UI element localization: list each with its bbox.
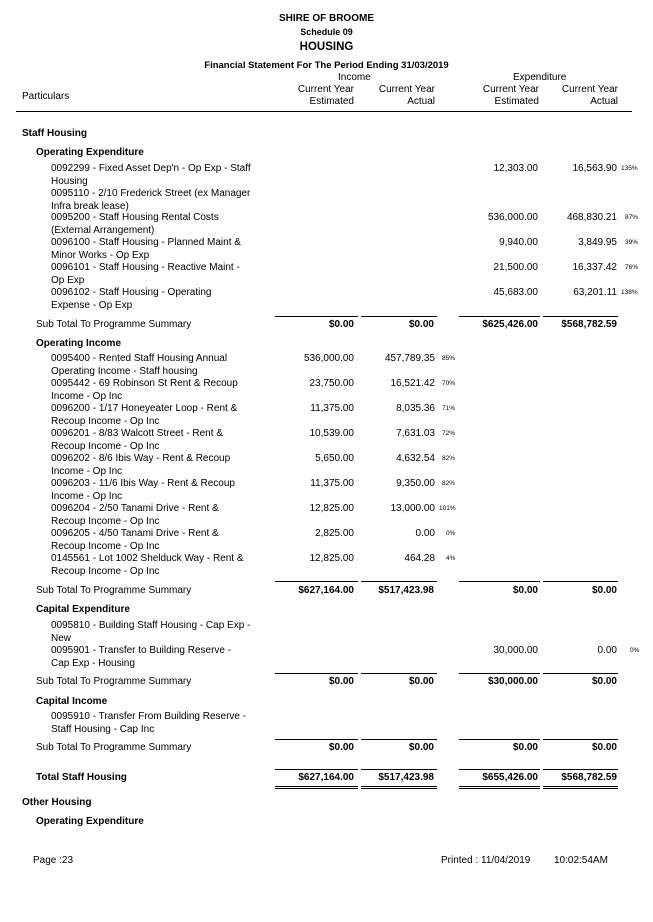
group-operating-income: Operating Income bbox=[36, 338, 122, 349]
capex-subtotal-exp-act: $0.00 bbox=[591, 676, 617, 687]
opinc-row-0096201-inc-act: 7,631.03 bbox=[396, 428, 435, 439]
opex-row-0092299: 0092299 - Fixed Asset Dep'n - Op Exp - Staff Housing bbox=[51, 163, 251, 187]
capinc-row-0095910: 0095910 - Transfer From Building Reserve - Staff Housing - Cap Inc bbox=[51, 711, 247, 735]
total-inc-est: $627,164.00 bbox=[298, 772, 354, 783]
capex-row-0095810: 0095810 - Building Staff Housing - Cap Exp - New bbox=[51, 620, 251, 644]
opex-row-0096101-exp-pct: 76% bbox=[625, 264, 639, 271]
total-rule bbox=[459, 769, 540, 770]
subtotal-rule bbox=[543, 739, 618, 740]
income-actual-header: Current Year Actual bbox=[378, 84, 435, 107]
opinc-row-0095400-inc-est: 536,000.00 bbox=[303, 353, 354, 364]
capinc-subtotal-exp-est: $0.00 bbox=[512, 742, 538, 753]
opinc-row-0095400: 0095400 - Rented Staff Housing Annual Operating Income - Staff housing bbox=[51, 353, 228, 377]
opex-subtotal-inc-est: $0.00 bbox=[328, 319, 354, 330]
subtotal-rule bbox=[543, 581, 618, 582]
income-header: Income bbox=[338, 72, 371, 83]
opex-row-0095200-exp-act: 468,830.21 bbox=[566, 212, 617, 223]
group-capital-expenditure: Capital Expenditure bbox=[36, 604, 130, 615]
total-staff-housing-label: Total Staff Housing bbox=[36, 772, 127, 783]
opinc-row-0145561-inc-act: 464.28 bbox=[404, 553, 435, 564]
opinc-row-0096201-inc-est: 10,539.00 bbox=[309, 428, 354, 439]
opex-subtotal-exp-act: $568,782.59 bbox=[561, 319, 617, 330]
subtotal-rule bbox=[543, 316, 618, 317]
expenditure-header: Expenditure bbox=[513, 72, 567, 83]
opex-row-0095110: 0095110 - 2/10 Frederick Street (ex Manager Infra break lease) bbox=[51, 188, 251, 212]
opinc-subtotal-exp-est: $0.00 bbox=[512, 585, 538, 596]
subtotal-rule bbox=[543, 673, 618, 674]
opex-subtotal-inc-act: $0.00 bbox=[408, 319, 434, 330]
subtotal-rule bbox=[459, 581, 540, 582]
opinc-row-0145561: 0145561 - Lot 1002 Shelduck Way - Rent & Recoup Income - Op Inc bbox=[51, 553, 244, 577]
opex-row-0096101-exp-est: 21,500.00 bbox=[493, 262, 538, 273]
opinc-row-0096203: 0096203 - 11/6 Ibis Way - Rent & Recoup Income - Op Inc bbox=[51, 478, 235, 502]
opex-row-0096100-exp-act: 3,849.95 bbox=[578, 237, 617, 248]
capex-row-0095901-exp-pct: 0% bbox=[630, 647, 640, 654]
opinc-row-0096202: 0096202 - 8/6 Ibis Way - Rent & Recoup Income - Op Inc bbox=[51, 453, 231, 477]
section-other-housing: Other Housing bbox=[22, 797, 92, 808]
capex-subtotal-inc-act: $0.00 bbox=[408, 676, 434, 687]
total-double-rule bbox=[361, 788, 437, 789]
subtotal-rule bbox=[459, 673, 540, 674]
opinc-row-0096203-inc-act: 9,350.00 bbox=[396, 478, 435, 489]
opinc-row-0096200-inc-est: 11,375.00 bbox=[310, 403, 354, 414]
opinc-row-0096200: 0096200 - 1/17 Honeyeater Loop - Rent & Recoup Income - Op Inc bbox=[51, 403, 238, 427]
opinc-row-0095442: 0095442 - 69 Robinson St Rent & Recoup Income - Op Inc bbox=[51, 378, 238, 402]
capex-subtotal-exp-est: $30,000.00 bbox=[487, 676, 538, 687]
capex-row-0095901-exp-act: 0.00 bbox=[597, 645, 617, 656]
expenditure-actual-header: Current Year Actual bbox=[561, 84, 618, 107]
subtotal-rule bbox=[361, 581, 437, 582]
opex-row-0096101: 0096101 - Staff Housing - Reactive Maint - Op Exp bbox=[51, 262, 240, 286]
total-rule bbox=[275, 769, 358, 770]
subtotal-rule bbox=[275, 316, 358, 317]
opinc-row-0096202-inc-pct: 82% bbox=[442, 455, 456, 462]
opinc-subtotal-label: Sub Total To Programme Summary bbox=[36, 585, 192, 596]
total-exp-act: $568,782.59 bbox=[561, 772, 617, 783]
opinc-row-0096200-inc-pct: 71% bbox=[442, 405, 456, 412]
total-double-rule bbox=[459, 786, 540, 787]
subtotal-rule bbox=[459, 316, 540, 317]
capex-row-0095901-exp-est: 30,000.00 bbox=[493, 645, 538, 656]
total-double-rule bbox=[361, 786, 437, 787]
opinc-row-0096202-inc-est: 5,650.00 bbox=[315, 453, 354, 464]
opex-row-0096102-exp-est: 45,683.00 bbox=[493, 287, 538, 298]
opinc-row-0145561-inc-est: 12,825.00 bbox=[309, 553, 354, 564]
opex-row-0096100-exp-est: 9,940.00 bbox=[499, 237, 538, 248]
opinc-row-0095442-inc-act: 16,521.42 bbox=[390, 378, 435, 389]
statement-period: Financial Statement For The Period Ending 31/03/2019 bbox=[204, 60, 449, 71]
subtotal-rule bbox=[275, 581, 358, 582]
total-rule bbox=[361, 769, 437, 770]
opex-row-0095200: 0095200 - Staff Housing Rental Costs (External Arrangement) bbox=[51, 212, 219, 236]
opex-row-0092299-exp-est: 12,303.00 bbox=[493, 163, 538, 174]
opinc-row-0096204-inc-est: 12,825.00 bbox=[309, 503, 354, 514]
schedule-number: Schedule 09 bbox=[300, 27, 353, 37]
expenditure-estimated-header: Current Year Estimated bbox=[482, 84, 539, 107]
total-double-rule bbox=[543, 788, 618, 789]
subtotal-rule bbox=[275, 673, 358, 674]
capinc-subtotal-inc-act: $0.00 bbox=[408, 742, 434, 753]
subtotal-rule bbox=[459, 739, 540, 740]
printed-time: 10:02:54AM bbox=[554, 855, 608, 866]
total-double-rule bbox=[275, 786, 358, 787]
opinc-row-0095400-inc-pct: 85% bbox=[442, 355, 456, 362]
opex-row-0096102-exp-act: 63,201.11 bbox=[573, 287, 617, 298]
opex-row-0095200-exp-pct: 87% bbox=[625, 214, 639, 221]
opinc-row-0096202-inc-act: 4,632.54 bbox=[396, 453, 435, 464]
capex-subtotal-label: Sub Total To Programme Summary bbox=[36, 676, 192, 687]
opex-row-0096100-exp-pct: 39% bbox=[625, 239, 639, 246]
opex-row-0096102: 0096102 - Staff Housing - Operating Expense - Op Exp bbox=[51, 287, 212, 311]
opinc-row-0096205-inc-act: 0.00 bbox=[415, 528, 435, 539]
total-exp-est: $655,426.00 bbox=[482, 772, 538, 783]
total-double-rule bbox=[459, 788, 540, 789]
subtotal-rule bbox=[361, 739, 437, 740]
subtotal-rule bbox=[361, 316, 437, 317]
opinc-subtotal-inc-est: $627,164.00 bbox=[298, 585, 354, 596]
opinc-row-0096203-inc-pct: 82% bbox=[442, 480, 456, 487]
group-capital-income: Capital Income bbox=[36, 696, 108, 707]
capex-row-0095901: 0095901 - Transfer to Building Reserve - Cap Exp - Housing bbox=[51, 645, 232, 669]
total-inc-act: $517,423.98 bbox=[378, 772, 434, 783]
opinc-row-0096204-inc-act: 13,000.00 bbox=[390, 503, 435, 514]
opinc-row-0096205-inc-pct: 0% bbox=[446, 530, 456, 537]
page-number: Page :23 bbox=[33, 855, 74, 866]
capinc-subtotal-label: Sub Total To Programme Summary bbox=[36, 742, 192, 753]
header-divider bbox=[16, 111, 632, 112]
income-estimated-header: Current Year Estimated bbox=[297, 84, 354, 107]
total-double-rule bbox=[543, 786, 618, 787]
opinc-row-0096205: 0096205 - 4/50 Tanami Drive - Rent & Recoup Income - Op Inc bbox=[51, 528, 219, 552]
opex-subtotal-label: Sub Total To Programme Summary bbox=[36, 319, 192, 330]
group-operating-expenditure: Operating Expenditure bbox=[36, 147, 144, 158]
opinc-row-0096204-inc-pct: 101% bbox=[439, 505, 456, 512]
subtotal-rule bbox=[275, 739, 358, 740]
opinc-row-0096204: 0096204 - 2/50 Tanami Drive - Rent & Recoup Income - Op Inc bbox=[51, 503, 219, 527]
group-other-operating-expenditure: Operating Expenditure bbox=[36, 816, 144, 827]
opinc-row-0096203-inc-est: 11,375.00 bbox=[310, 478, 354, 489]
total-rule bbox=[543, 769, 618, 770]
particulars-header: Particulars bbox=[22, 91, 70, 102]
opex-row-0092299-exp-act: 16,563.90 bbox=[572, 163, 617, 174]
capex-subtotal-inc-est: $0.00 bbox=[328, 676, 354, 687]
page-title: HOUSING bbox=[299, 41, 354, 53]
org-name: SHIRE OF BROOME bbox=[278, 13, 374, 24]
opinc-subtotal-inc-act: $517,423.98 bbox=[378, 585, 434, 596]
opinc-row-0145561-inc-pct: 4% bbox=[446, 555, 456, 562]
opinc-subtotal-exp-act: $0.00 bbox=[591, 585, 617, 596]
subtotal-rule bbox=[361, 673, 437, 674]
opex-row-0095200-exp-est: 536,000.00 bbox=[487, 212, 538, 223]
section-staff-housing: Staff Housing bbox=[22, 128, 87, 139]
opex-row-0092299-exp-pct: 135% bbox=[621, 165, 638, 172]
opinc-row-0096201-inc-pct: 72% bbox=[442, 430, 456, 437]
opinc-row-0096201: 0096201 - 8/83 Walcott Street - Rent & Recoup Income - Op Inc bbox=[51, 428, 223, 452]
total-double-rule bbox=[275, 788, 358, 789]
capinc-subtotal-exp-act: $0.00 bbox=[591, 742, 617, 753]
opex-row-0096101-exp-act: 16,337.42 bbox=[572, 262, 617, 273]
capinc-subtotal-inc-est: $0.00 bbox=[328, 742, 354, 753]
opex-row-0096100: 0096100 - Staff Housing - Planned Maint & Minor Works - Op Exp bbox=[51, 237, 241, 261]
printed-date: Printed : 11/04/2019 bbox=[441, 855, 531, 866]
opinc-row-0096205-inc-est: 2,825.00 bbox=[315, 528, 354, 539]
opex-subtotal-exp-est: $625,426.00 bbox=[482, 319, 538, 330]
opinc-row-0095400-inc-act: 457,789.35 bbox=[384, 353, 435, 364]
opinc-row-0095442-inc-pct: 70% bbox=[442, 380, 456, 387]
opinc-row-0095442-inc-est: 23,750.00 bbox=[309, 378, 354, 389]
opex-row-0096102-exp-pct: 138% bbox=[621, 289, 638, 296]
opinc-row-0096200-inc-act: 8,035.36 bbox=[396, 403, 435, 414]
